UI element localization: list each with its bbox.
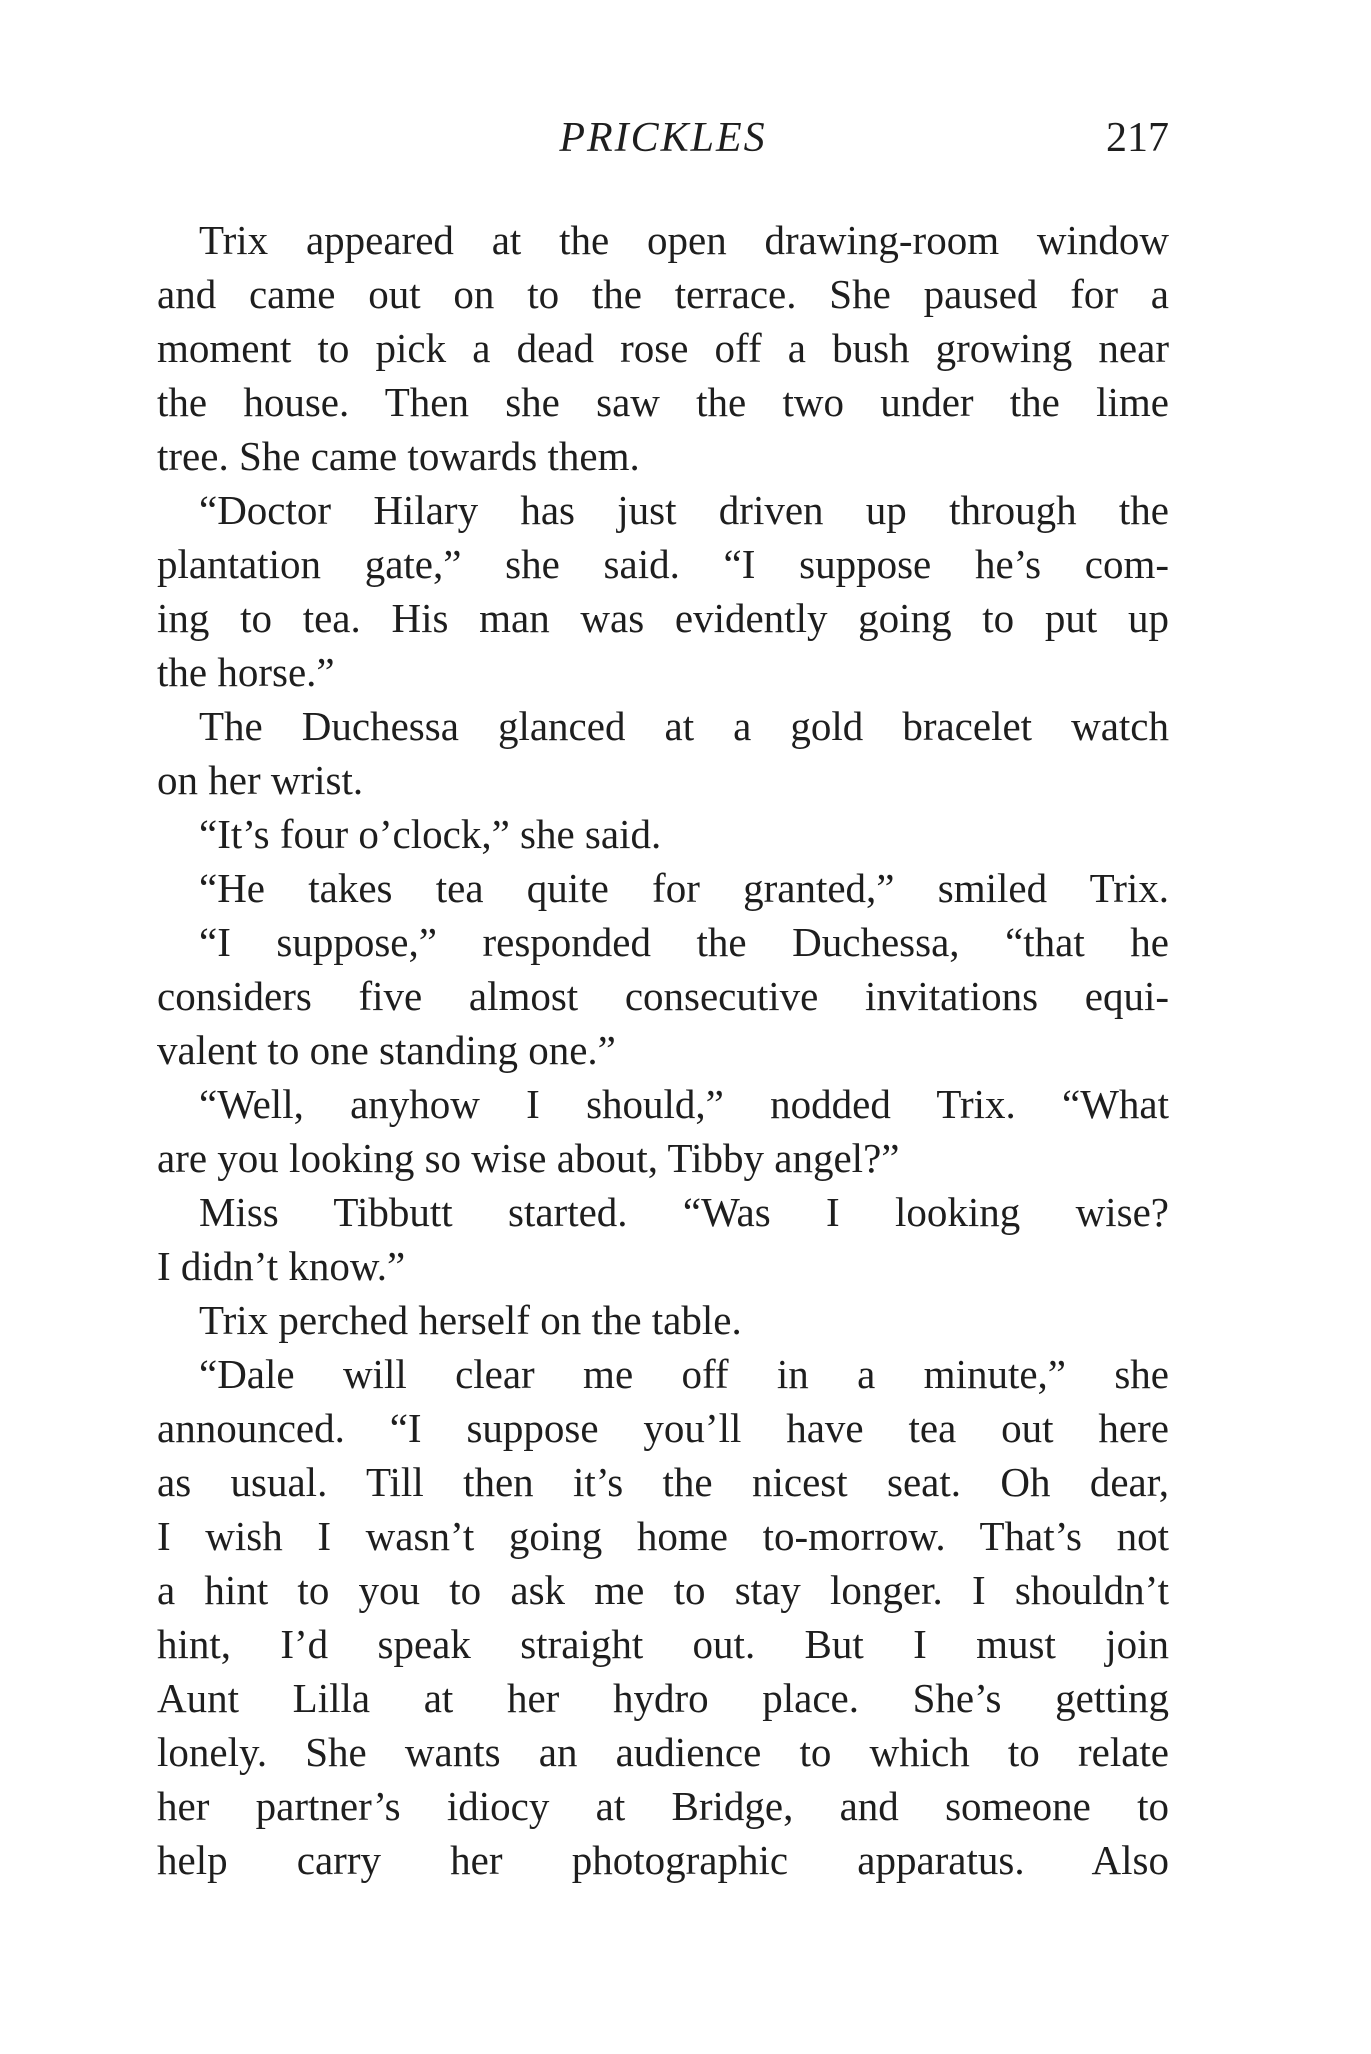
page-number: 217 [1106,115,1169,161]
text-line: her partner’s idiocy at Bridge, and someone to [157,1783,1169,1829]
text-line: plantation gate,” she said. “I suppose he’s com- [157,541,1169,587]
running-header [157,108,1169,168]
text-line: Trix appeared at the open drawing-room window [199,217,1169,263]
text-line: announced. “I suppose you’ll have tea out here [157,1405,1169,1451]
body-text [157,213,1169,1887]
text-line: on her wrist. [157,757,364,803]
text-line: and came out on to the terrace. She paused for a [157,271,1169,317]
text-line: ing to tea. His man was evidently going to put up [157,595,1169,641]
text-line: “Dale will clear me off in a minute,” she [199,1351,1169,1397]
text-line: are you looking so wise about, Tibby angel?” [157,1135,900,1181]
text-line: The Duchessa glanced at a gold bracelet watch [199,703,1169,749]
text-line: Aunt Lilla at her hydro place. She’s getting [157,1675,1169,1721]
text-line: considers five almost consecutive invitations equi- [157,973,1169,1019]
text-line: I didn’t know.” [157,1243,406,1289]
text-line: “I suppose,” responded the Duchessa, “that he [199,919,1169,965]
text-line: I wish I wasn’t going home to-morrow. That’s not [157,1513,1169,1559]
text-line: hint, I’d speak straight out. But I must join [157,1621,1169,1667]
text-line: lonely. She wants an audience to which to relate [157,1729,1169,1775]
text-line: “Doctor Hilary has just driven up through the [199,487,1169,533]
text-line: the horse.” [157,649,335,695]
text-line: Miss Tibbutt started. “Was I looking wise? [199,1189,1169,1235]
running-title: PRICKLES [559,115,767,161]
text-line: a hint to you to ask me to stay longer. I shouldn’t [157,1567,1169,1613]
text-line: “He takes tea quite for granted,” smiled Trix. [199,865,1169,911]
text-line: the house. Then she saw the two under the lime [157,379,1169,425]
text-line: Trix perched herself on the table. [199,1297,742,1343]
text-line: “Well, anyhow I should,” nodded Trix. “What [199,1081,1169,1127]
text-line: “It’s four o’clock,” she said. [199,811,662,857]
text-line: moment to pick a dead rose off a bush growing near [157,325,1169,371]
text-line: help carry her photographic apparatus. Also [157,1837,1169,1883]
text-line: valent to one standing one.” [157,1027,616,1073]
text-line: as usual. Till then it’s the nicest seat. Oh dear, [157,1459,1169,1505]
text-line: tree. She came towards them. [157,433,640,479]
